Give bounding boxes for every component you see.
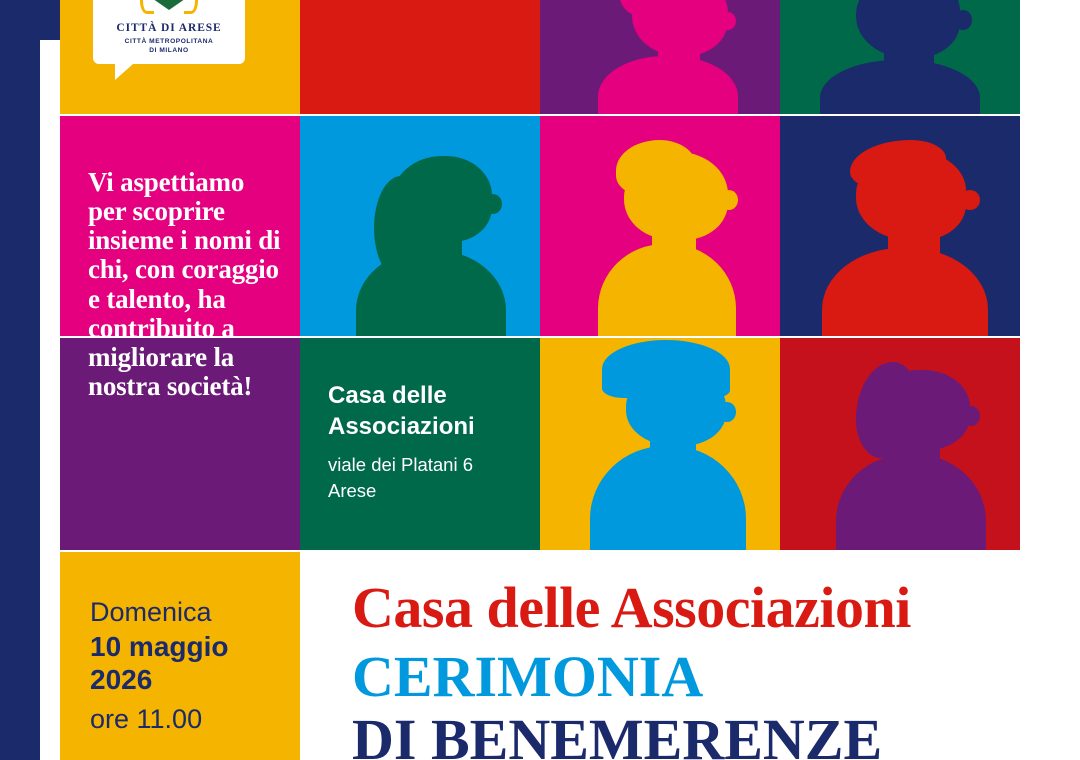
silhouette-tile-man-short-hair (780, 0, 1020, 114)
logo-city-name: CITTÀ DI ARESE (116, 22, 222, 34)
arese-coat-of-arms-icon (140, 0, 198, 18)
profile-man-short-hair-icon (810, 0, 1010, 114)
frame-band-left (0, 0, 40, 760)
silhouette-tile-woman-ponytail (300, 116, 540, 336)
profile-man-wavy-hair-icon (814, 136, 1014, 336)
color-tile-red (300, 0, 540, 114)
headline-block (352, 575, 1052, 760)
logo-speech-bubble (93, 0, 245, 64)
date-cell (60, 552, 300, 760)
date-value: 10 maggio 2026 (90, 630, 229, 696)
silhouette-tile-woman-hat (540, 338, 780, 550)
date-time: ore 11.00 (90, 703, 203, 734)
profile-woman-hat-icon (576, 338, 776, 550)
quote-text: Vi aspettiamo per scoprire insieme i nomi di chi, con coraggio e talento, ha contribuito a migliorare la nostra società! (88, 167, 281, 402)
venue-address (328, 452, 524, 504)
headline-line1: Casa delle Associazioni (352, 575, 911, 640)
date-block (90, 596, 286, 737)
venue-cell (300, 338, 540, 550)
profile-child-curly-icon (580, 136, 770, 336)
profile-woman-ponytail-icon (342, 136, 532, 336)
venue-address-line1: viale dei Platani 6 (328, 454, 474, 475)
venue-name: Casa delle Associazioni (328, 382, 475, 441)
logo-metro-line2: DI MILANO (149, 47, 189, 54)
profile-woman-updo-icon (580, 0, 770, 114)
date-weekday: Domenica (90, 597, 212, 627)
silhouette-tile-woman-updo (540, 0, 780, 114)
headline-line2: CERIMONIA (352, 644, 704, 710)
silhouette-tile-man-wavy-hair (780, 116, 1020, 336)
venue-address-line2: Arese (328, 479, 377, 501)
headline-line3: DI BENEMERENZE (352, 707, 883, 760)
logo-metro-line1: CITTÀ METROPOLITANA (124, 38, 214, 45)
silhouette-tile-woman-bob (780, 338, 1020, 550)
silhouette-tile-child-curly (540, 116, 780, 336)
profile-woman-bob-icon (820, 338, 1015, 550)
frame-band-top-gap (1020, 0, 1080, 40)
logo-cell (60, 0, 300, 114)
